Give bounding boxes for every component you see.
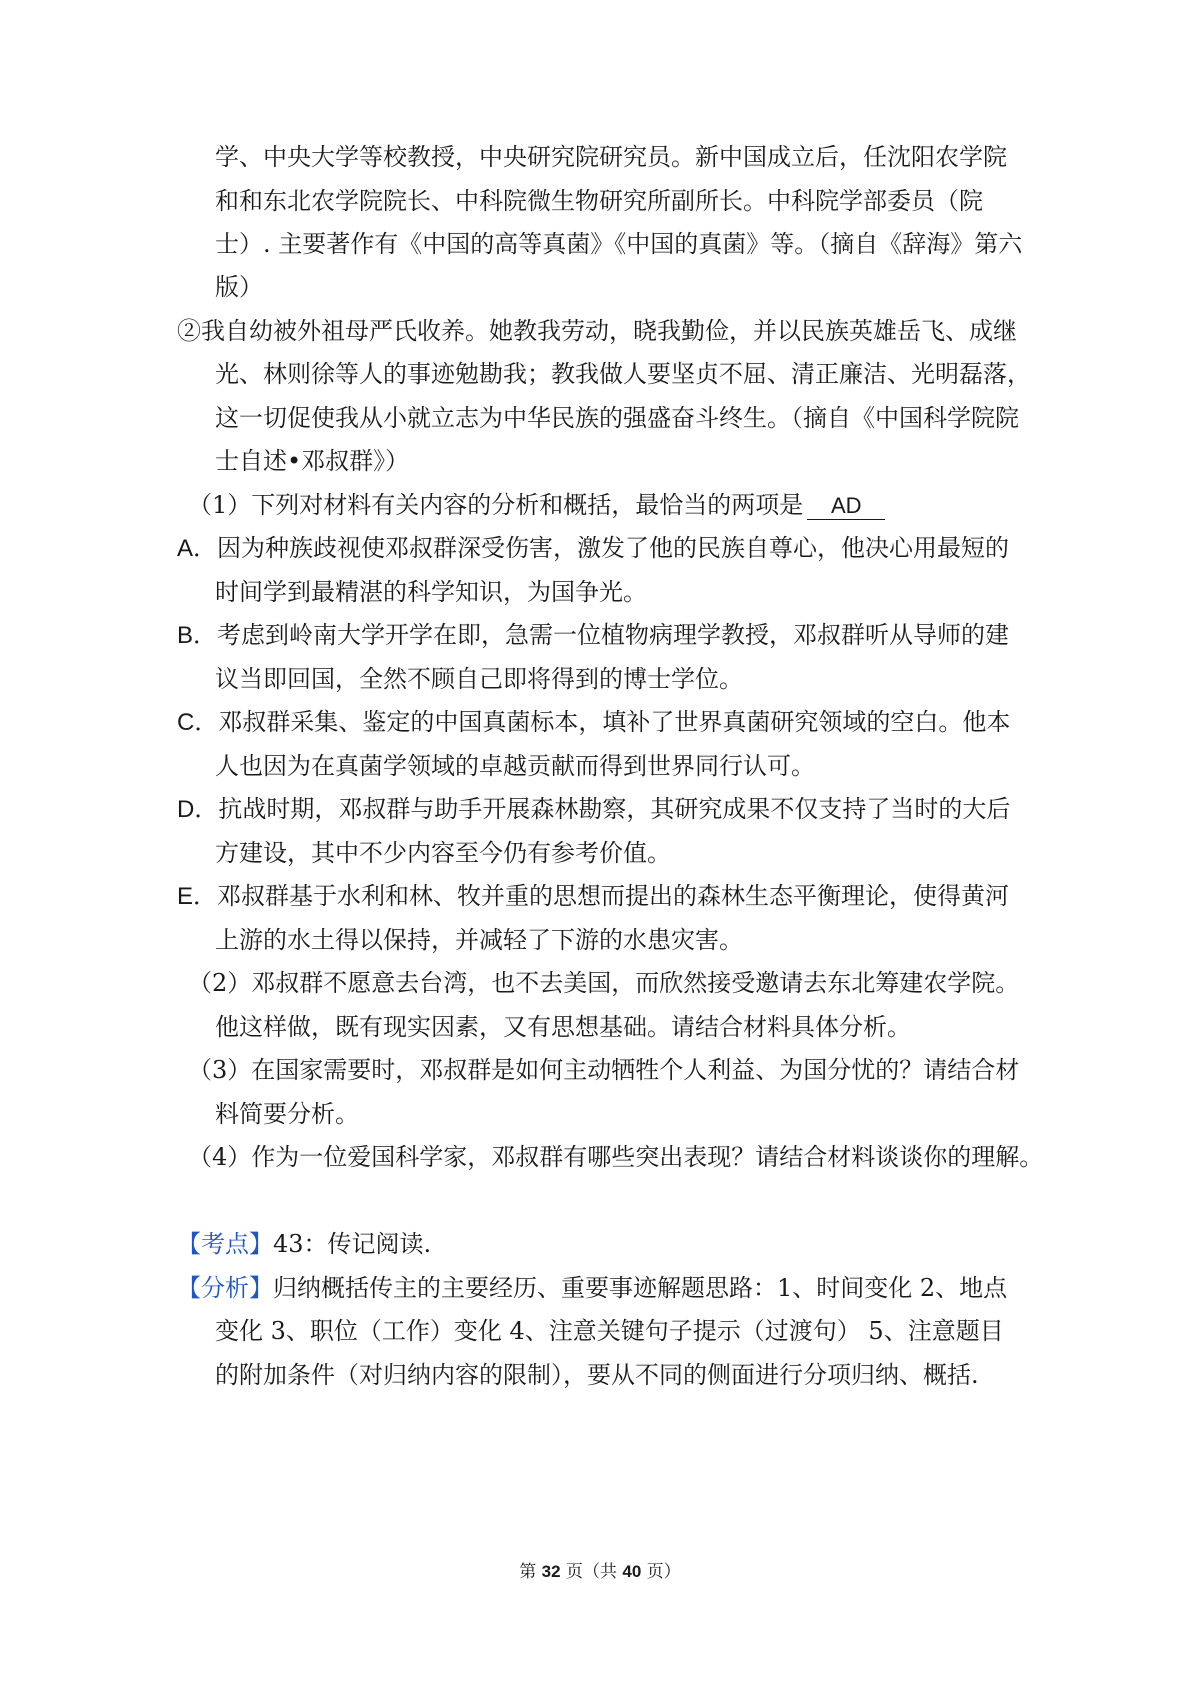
question-1-text: （1）下列对材料有关内容的分析和概括，最恰当的两项是 — [188, 491, 804, 519]
footer-prefix: 第 — [519, 1562, 542, 1582]
page-footer — [0, 1560, 1200, 1584]
page-number: 32 — [541, 1562, 561, 1581]
kaodian-section — [177, 1228, 431, 1260]
option-label: A． — [177, 535, 218, 562]
option-text-line: 邓叔群采集、鉴定的中国真菌标本，填补了世界真菌研究领域的空白。他本 — [218, 708, 1011, 736]
option-label: D． — [177, 796, 219, 823]
question-1-answer: AD — [807, 493, 885, 520]
material-text-line: 版） — [215, 273, 263, 301]
footer-mid: 页（共 — [560, 1562, 623, 1582]
fenxi-text-line: 变化 3、职位（工作）变化 4、注意关键句子提示（过渡句） 5、注意题目 — [215, 1317, 1004, 1345]
option-a — [177, 532, 1009, 565]
option-label: C． — [177, 709, 219, 736]
material-text-line: 士）. 主要著作有《中国的高等真菌》《中国的真菌》等。（摘自《辞海》第六 — [215, 230, 1023, 258]
material-text-line: 士自述•邓叔群》） — [215, 447, 410, 475]
option-text-line: 抗战时期，邓叔群与助手开展森林勘察，其研究成果不仅支持了当时的大后 — [218, 795, 1011, 823]
question-3: （3）在国家需要时，邓叔群是如何主动牺牲个人利益、为国分忧的？请结合材 — [188, 1056, 1020, 1084]
material-text-line: 我自幼被外祖母严氏收养。她教我劳动，晓我勤俭，并以民族英雄岳飞、成继 — [201, 317, 1017, 345]
material-text-line: 光、林则徐等人的事迹勉勘我；教我做人要坚贞不屈、清正廉洁、光明磊落， — [215, 360, 1031, 388]
question-3-cont: 料简要分析。 — [215, 1100, 359, 1128]
fenxi-text-line: 归纳概括传主的主要经历、重要事迹解题思路：1、时间变化 2、地点 — [273, 1274, 1008, 1302]
option-text-line: 因为种族歧视使邓叔群深受伤害，激发了他的民族自尊心，他决心用最短的 — [217, 534, 1010, 562]
option-b — [177, 619, 1009, 652]
page-total: 40 — [622, 1562, 642, 1581]
footer-suffix: 页） — [641, 1562, 681, 1582]
question-2-cont: 他这样做，既有现实因素，又有思想基础。请结合材料具体分析。 — [215, 1013, 911, 1041]
question-4: （4）作为一位爱国科学家，邓叔群有哪些突出表现？请结合材料谈谈你的理解。 — [188, 1143, 1044, 1171]
option-label: E． — [177, 883, 218, 910]
option-c — [177, 706, 1010, 739]
fenxi-tag: 【分析】 — [177, 1274, 273, 1302]
fenxi-text-line: 的附加条件（对归纳内容的限制），要从不同的侧面进行分项归纳、概括. — [215, 1361, 979, 1389]
kaodian-text: 43：传记阅读. — [273, 1230, 432, 1258]
material-text-line: 学、中央大学等校教授，中央研究院研究员。新中国成立后，任沈阳农学院 — [215, 143, 1007, 171]
question-1 — [188, 489, 885, 521]
option-d — [177, 793, 1010, 826]
option-label: B． — [177, 622, 218, 649]
material-text-line: 这一切促使我从小就立志为中华民族的强盛奋斗终生。（摘自《中国科学院院 — [215, 404, 1019, 432]
option-text-line: 方建设，其中不少内容至今仍有参考价值。 — [215, 839, 671, 867]
question-2: （2）邓叔群不愿意去台湾，也不去美国，而欣然接受邀请去东北筹建农学院。 — [188, 969, 1020, 997]
kaodian-tag: 【考点】 — [177, 1230, 273, 1258]
material-text-line: 和和东北农学院院长、中科院微生物研究所副所长。中科院学部委员（院 — [215, 187, 983, 215]
material-2-first-line — [177, 315, 1017, 347]
option-text-line: 邓叔群基于水利和林、牧并重的思想而提出的森林生态平衡理论，使得黄河 — [217, 882, 1010, 910]
option-text-line: 上游的水土得以保持，并减轻了下游的水患灾害。 — [215, 926, 743, 954]
option-text-line: 人也因为在真菌学领域的卓越贡献而得到世界同行认可。 — [215, 752, 815, 780]
option-text-line: 考虑到岭南大学开学在即，急需一位植物病理学教授，邓叔群听从导师的建 — [217, 621, 1010, 649]
option-e — [177, 880, 1009, 913]
fenxi-section — [177, 1272, 1007, 1304]
option-text-line: 议当即回国，全然不顾自己即将得到的博士学位。 — [215, 665, 743, 693]
option-text-line: 时间学到最精湛的科学知识，为国争光。 — [215, 578, 647, 606]
material-2-marker: ② — [177, 317, 201, 345]
